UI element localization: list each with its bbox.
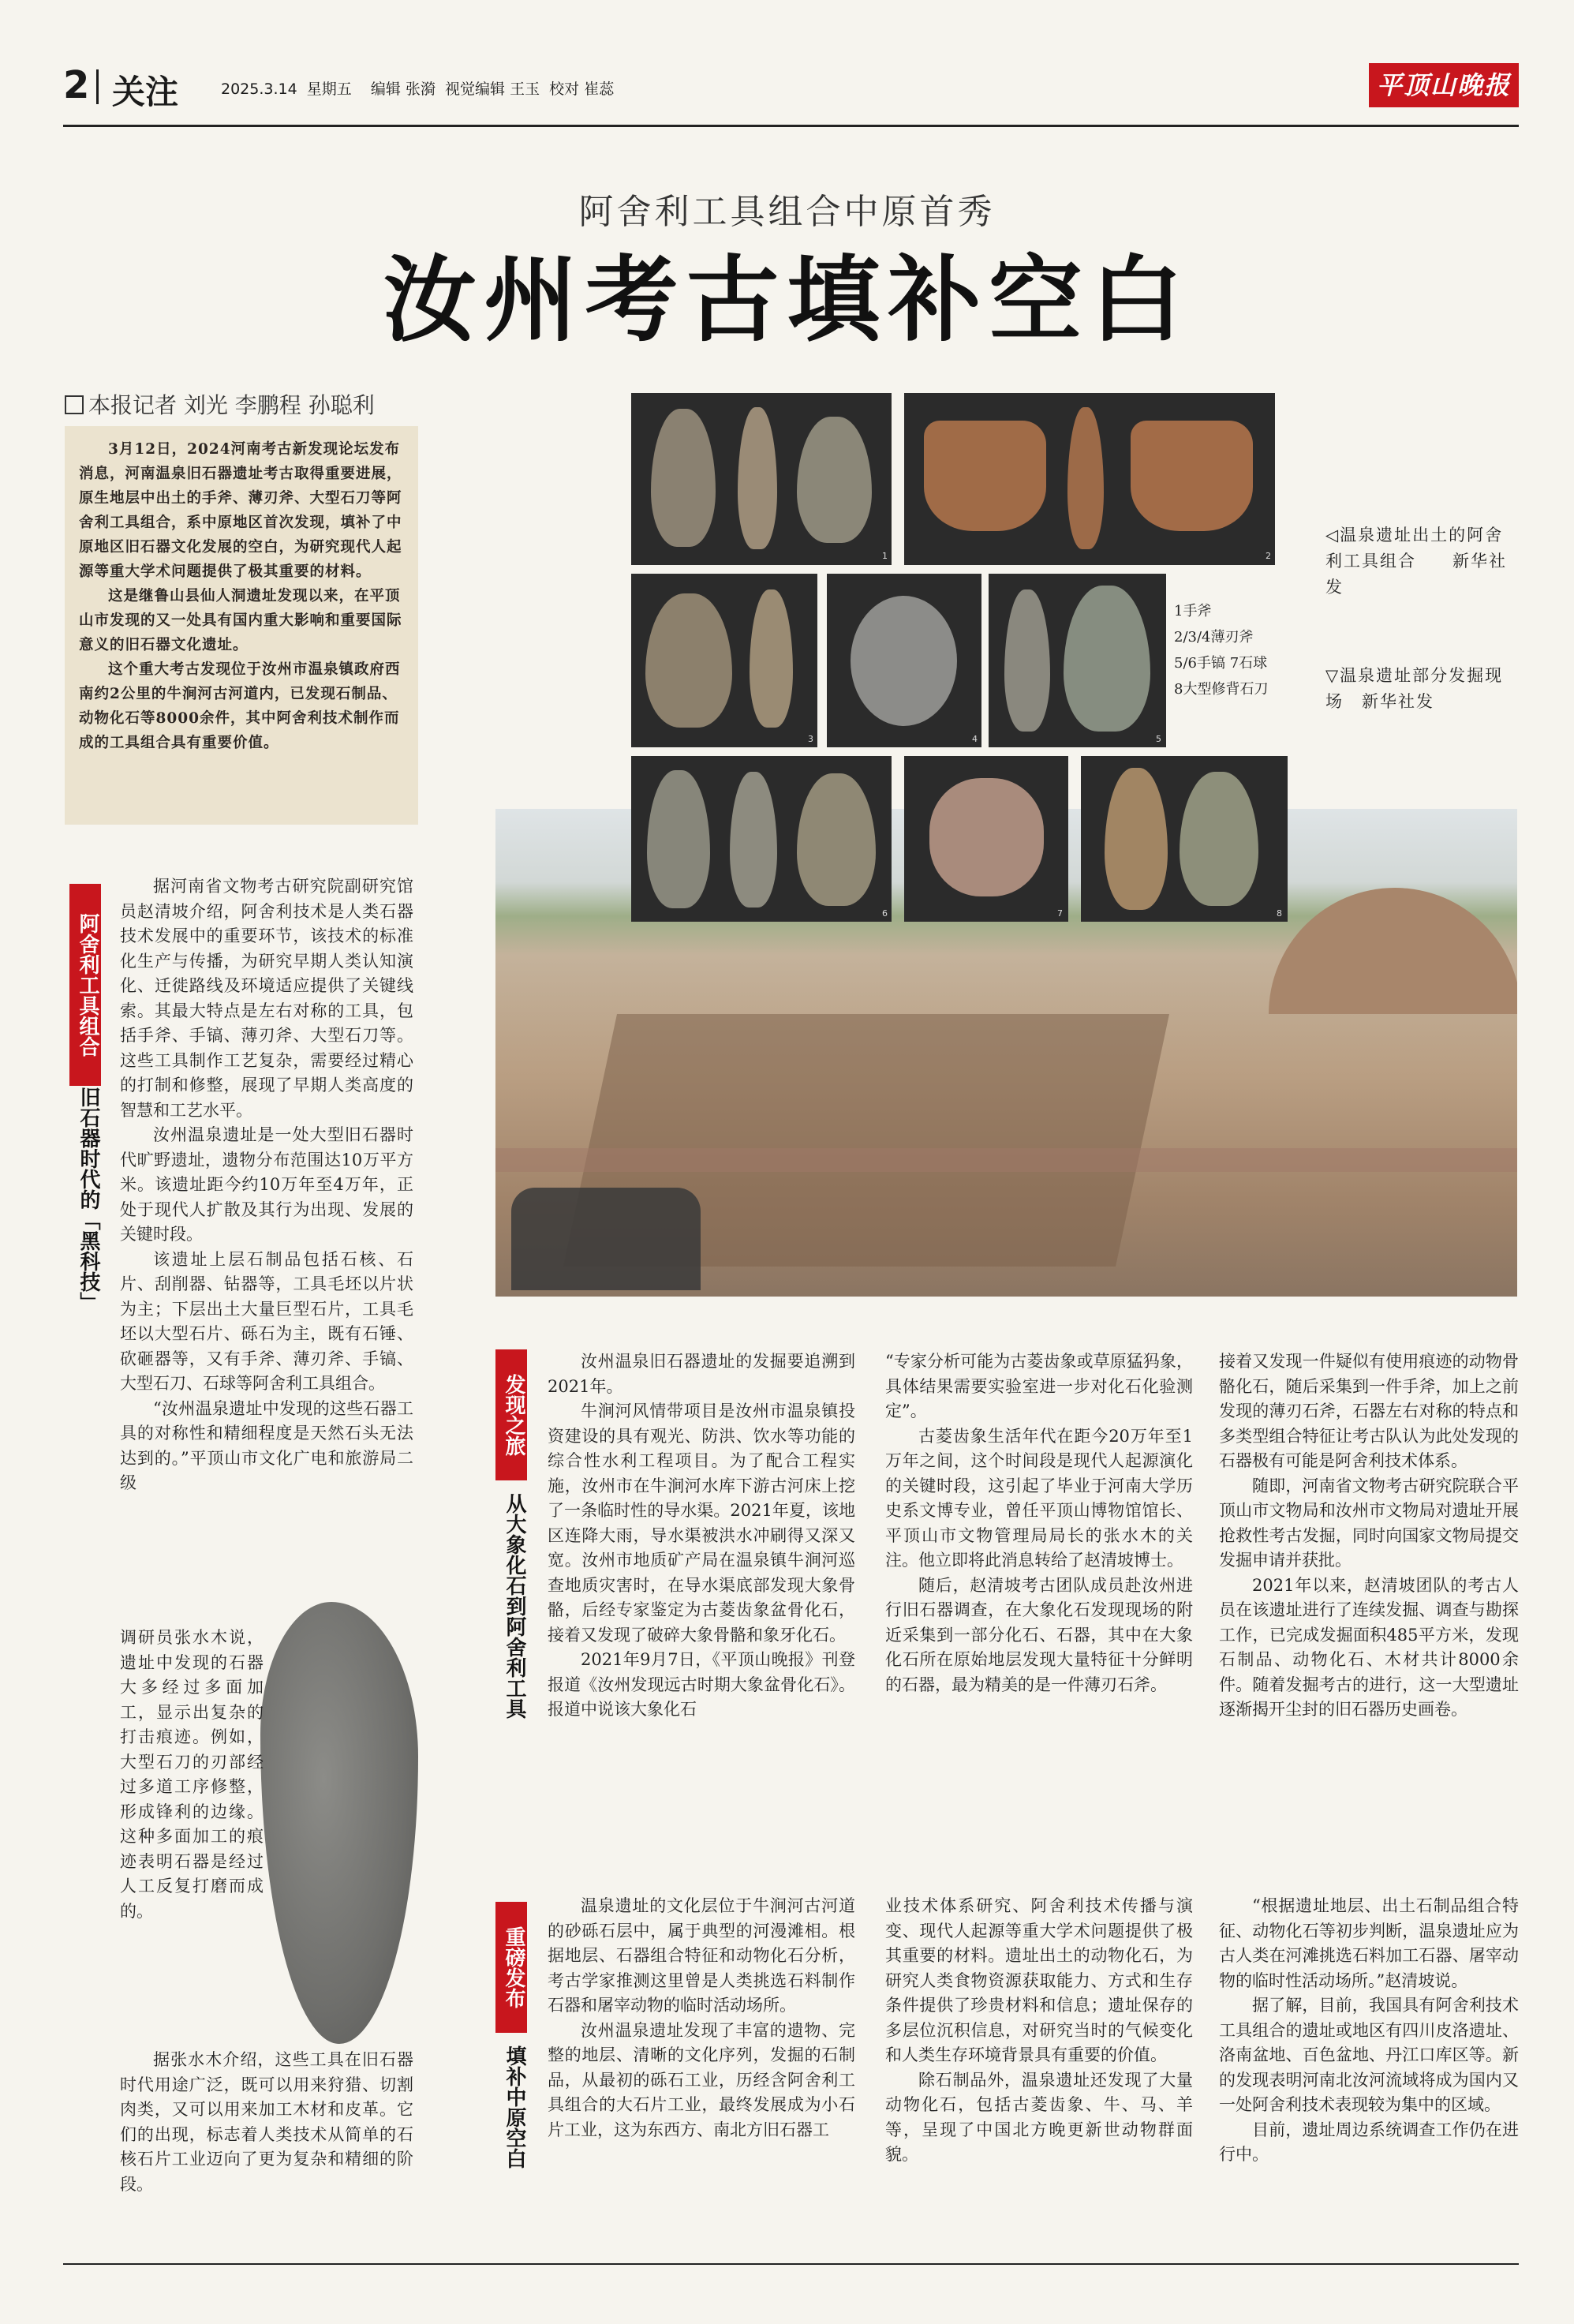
stone-tool — [924, 421, 1046, 531]
section-title: 关注 — [112, 73, 179, 111]
section1-column-end — [120, 2048, 413, 2197]
section-kicker-red: 发现之旅 — [495, 1349, 527, 1480]
section-kicker-red: 重磅发布 — [495, 1902, 527, 2033]
issue-meta: 2025.3.14 星期五 编辑 张漪 视觉编辑 王玉 校对 崔蕊 — [221, 80, 615, 98]
lead-paragraph: 3月12日，2024河南考古新发现论坛发布消息，河南温泉旧石器遗址考古取得重要进展，原生地层中出土的手斧、薄刃斧、大型石刀等阿舍利工具组合，系中原地区首次发现，填补了中原地区旧石器文化发展的空白，为研究现代人起源等重大学术问题提供了极其重要的材料。 — [79, 441, 402, 580]
stone-tool — [730, 772, 777, 908]
stone-tool — [1064, 586, 1150, 732]
body-paragraph: 该遗址上层石制品包括石核、石片、刮削器、钻器等，工具毛坯以片状为主；下层出土大量巨型石片，工具毛坯以大型石片、砾石为主，既有石锤、砍砸器等，又有手斧、薄刃斧、手镐、大型石刀、石球等阿舍利工具组合。 — [120, 1249, 413, 1393]
hand-axe — [260, 1602, 418, 2044]
tarp — [511, 1188, 701, 1290]
body-paragraph: 业技术体系研究、阿舍利技术传播与演变、现代人起源等重大学术问题提供了极其重要的材料。遗址出土的动物化石，为研究人类食物资源获取能力、方式和生存条件提供了珍贵材料和信息；遗址保存的多层位沉积信息，对研究当时的气候变化和人类生存环境背景具有重要的价值。 — [885, 1896, 1193, 2064]
byline-text: 本报记者 刘光 李鹏程 孙聪利 — [88, 392, 375, 418]
section-kicker-text: 从大象化石到阿舍利工具 — [503, 1493, 526, 1719]
stone-tool — [851, 596, 957, 726]
stone-tool — [647, 770, 710, 908]
section-kicker-text: 填补中原空白 — [503, 2045, 526, 2169]
stone-tool — [797, 417, 872, 543]
stone-tool — [1067, 407, 1104, 549]
body-paragraph: 温泉遗址的文化层位于牛涧河古河道的砂砾石层中，属于典型的河漫滩相。根据地层、石器组合特征和动物化石分析，考古学家推测这里曾是人类挑选石料制作石器和屠宰动物的临时活动场所。 — [548, 1896, 855, 2015]
body-paragraph: 2021年以来，赵清坡团队的考古人员在该遗址进行了连续发掘、调查与勘探工作，已完成发掘面积485平方米，发现石制品、动物化石、木材共计8000余件。随着发掘考古的进行，这一大型遗址逐渐揭开尘封的旧石器历史画卷。 — [1219, 1575, 1519, 1719]
stone-tool — [1004, 589, 1050, 732]
stone-tool — [750, 589, 793, 728]
body-paragraph: 据河南省文物考古研究院副研究馆员赵清坡介绍，阿舍利技术是人类石器技术发展中的重要环节，该技术的标准化生产与传播，为研究早期人类认知演化、迁徙路线及环境适应提供了关键线索。其最大特点是左右对称的工具，包括手斧、手镐、薄刃斧、大型石刀等。这些工具制作工艺复杂，需要经过精心的打制和修整，展现了早期人类高度的智慧和工艺水平。 — [120, 877, 413, 1120]
stone-tool — [645, 593, 732, 728]
figure-number: 2 — [1266, 551, 1271, 561]
body-paragraph: 古菱齿象生活年代在距今20万年至1万年之间，这个时间段是现代人起源演化的关键时段，这引起了毕业于河南大学历史系文博专业，曾任平顶山博物馆馆长、平顶山市文物管理局局长的张水木的关注。他立即将此消息转给了赵清坡博士。 — [885, 1426, 1193, 1570]
figure-number: 7 — [1057, 908, 1063, 919]
stone-tool — [1180, 772, 1258, 906]
top-rule — [63, 125, 1519, 127]
body-paragraph: 汝州温泉遗址发现了丰富的遗物、完整的地层、清晰的文化序列，发掘的石制品，从最初的砾石工业，历经含阿舍利工具组合的大石片工业，最终发展成为小石片工业，这为东西方、南北方旧石器工 — [548, 2020, 855, 2139]
section3-column-2 — [885, 1894, 1193, 2168]
figure-number: 4 — [972, 734, 978, 744]
hand-axe-photo — [260, 1602, 426, 2044]
body-paragraph: 据了解，目前，我国具有阿舍利技术工具组合的遗址或地区有四川皮洛遗址、洛南盆地、百色盆地、丹江口库区等。新的发现表明河南北汝河流域将成为国内又一处阿舍利技术表现较为集中的区域。 — [1219, 1996, 1519, 2114]
tools-photo-8 — [1081, 756, 1288, 922]
section2-column-2 — [885, 1349, 1193, 1697]
tools-photo-2 — [904, 393, 1275, 565]
stone-tool — [1131, 421, 1253, 531]
page-number: 2 — [63, 63, 90, 107]
lead-paragraph: 这是继鲁山县仙人洞遗址发现以来，在平顶山市发现的又一处具有国内重大影响和重要国际意义的旧石器文化遗址。 — [79, 588, 402, 653]
body-paragraph: 调研员张水木说，遗址中发现的石器大多经过多面加工，显示出复杂的打击痕迹。例如，大型石刀的刃部经过多道工序修整，形成锋利的边缘。这种多面加工的痕迹表明石器是经过人工反复打磨而成的。 — [120, 1628, 264, 1921]
stone-tool — [797, 773, 876, 906]
bottom-rule — [63, 2263, 1519, 2265]
body-paragraph: 接着又发现一件疑似有使用痕迹的动物骨骼化石，随后采集到一件手斧，加上之前发现的薄刃石斧，石器左右对称的特点和多类型组合特征让考古队认为此处发现的石器极有可能是阿舍利技术体系。 — [1219, 1352, 1519, 1470]
stone-tool — [929, 778, 1044, 896]
dirt-mound — [1269, 888, 1517, 1014]
lead-paragraph: 这个重大考古发现位于汝州市温泉镇政府西南约2公里的牛涧河古河道内，已发现石制品、动物化石等8000余件，其中阿舍利技术制作而成的工具组合具有重要价值。 — [79, 661, 401, 751]
tools-photo-5 — [989, 574, 1166, 747]
body-paragraph: “根据遗址地层、出土石制品组合特征、动物化石等初步判断，温泉遗址应为古人类在河滩挑选石料加工石器、屠宰动物的临时性活动场所。”赵清坡说。 — [1219, 1896, 1519, 1990]
figure-number: 5 — [1156, 734, 1161, 744]
stone-tool — [738, 407, 777, 549]
section3-column-1 — [548, 1894, 855, 2142]
masthead-divider — [96, 69, 99, 104]
tools-photo-3 — [631, 574, 817, 747]
body-paragraph: 目前，遗址周边系统调查工作仍在进行中。 — [1219, 2120, 1519, 2164]
stone-tool — [1105, 768, 1168, 910]
masthead — [63, 63, 1519, 126]
tools-photo-4 — [827, 574, 981, 747]
figure-number: 3 — [808, 734, 813, 744]
figure-number: 1 — [882, 551, 888, 561]
body-paragraph: “汝州温泉遗址中发现的这些石器工具的对称性和精细程度是天然石头无法达到的。”平顶山市文化广电和旅游局二级 — [120, 1398, 413, 1492]
newspaper-logo: 平顶山晚报 — [1369, 63, 1519, 107]
section1-column — [120, 874, 413, 1496]
body-paragraph: 随后，赵清坡考古团队成员赴汝州进行旧石器调查，在大象化石发现现场的附近采集到一部分化石、石器，其中在大象化石所在原始地层发现大量特征十分鲜明的石器，最为精美的是一件薄刃石斧。 — [885, 1575, 1193, 1694]
tools-photo-6 — [631, 756, 892, 922]
body-paragraph: 据张水木介绍，这些工具在旧石器时代用途广泛，既可以用来狩猎、切割肉类，又可以用来加工木材和皮革。它们的出现，标志着人类技术从简单的石核石片工业迈向了更为复杂和精细的阶段。 — [120, 2050, 413, 2194]
section-kicker-red: 阿舍利工具组合 — [69, 884, 101, 1086]
headline: 汝州考古填补空白 — [383, 245, 1191, 354]
section2-column-1 — [548, 1349, 855, 1723]
body-paragraph: 随即，河南省文物考古研究院联合平顶山市文物局和汝州市文物局对遗址开展抢救性考古发掘，同时向国家文物局提交发掘申请并获批。 — [1219, 1476, 1519, 1570]
tools-photo-7 — [904, 756, 1068, 922]
body-paragraph: 汝州温泉遗址是一处大型旧石器时代旷野遗址，遗物分布范围达10万平方米。该遗址距今约10万年至4万年，正处于现代人扩散及其行为出现、发展的关键时段。 — [120, 1125, 413, 1244]
body-paragraph: 牛涧河风情带项目是汝州市温泉镇投资建设的具有观光、防洪、饮水等功能的综合性水利工程项目。为了配合工程实施，汝州市在牛涧河水库下游古河床上挖了一条临时性的导水渠。2021年夏，该地区连降大雨，导水渠被洪水冲刷得又深又宽。汝州市地质矿产局在温泉镇牛涧河巡查地质灾害时，在导水渠底部发现大象骨骼，后经专家鉴定为古菱齿象盆骨化石，接着又发现了破碎大象骨骼和象牙化石。 — [548, 1402, 855, 1645]
photo-caption-site: ▽温泉遗址部分发掘现场 新华社发 — [1325, 666, 1504, 711]
section1-column-wrap — [120, 1626, 264, 1924]
body-paragraph: 除石制品外，温泉遗址还发现了大量动物化石，包括古菱齿象、牛、马、羊等，呈现了中国北方晚更新世动物群面貌。 — [885, 2070, 1193, 2164]
square-icon — [65, 395, 84, 414]
body-paragraph: “专家分析可能为古菱齿象或草原猛犸象，具体结果需要实验室进一步对化石化验测定”。 — [885, 1352, 1193, 1420]
figure-number: 6 — [882, 908, 888, 919]
legend-item: 2/3/4薄刃斧 — [1174, 629, 1254, 646]
legend-item: 8大型修背石刀 — [1174, 681, 1269, 698]
body-paragraph: 2021年9月7日，《平顶山晚报》刊登报道《汝州发现远古时期大象盆骨化石》。报道中说该大象化石 — [548, 1650, 855, 1719]
section-kicker-text: 旧石器时代的「黑科技」 — [77, 1087, 100, 1312]
stone-tool — [651, 409, 716, 547]
trench-wall — [495, 1148, 1517, 1172]
tools-photo-1 — [631, 393, 892, 565]
lead-box — [65, 426, 418, 825]
figure-number: 8 — [1277, 908, 1282, 919]
section3-column-3 — [1219, 1894, 1519, 2168]
legend-item: 5/6手镐 7石球 — [1174, 655, 1268, 672]
legend-item: 1手斧 — [1174, 603, 1212, 619]
subheadline: 阿舍利工具组合中原首秀 — [578, 192, 996, 232]
photo-legend — [1174, 598, 1284, 702]
photo-caption-tools: ◁温泉遗址出土的阿舍利工具组合 新华社发 — [1325, 526, 1507, 597]
body-paragraph: 汝州温泉旧石器遗址的发掘要追溯到2021年。 — [548, 1352, 855, 1396]
byline — [65, 388, 375, 420]
section2-column-3 — [1219, 1349, 1519, 1723]
